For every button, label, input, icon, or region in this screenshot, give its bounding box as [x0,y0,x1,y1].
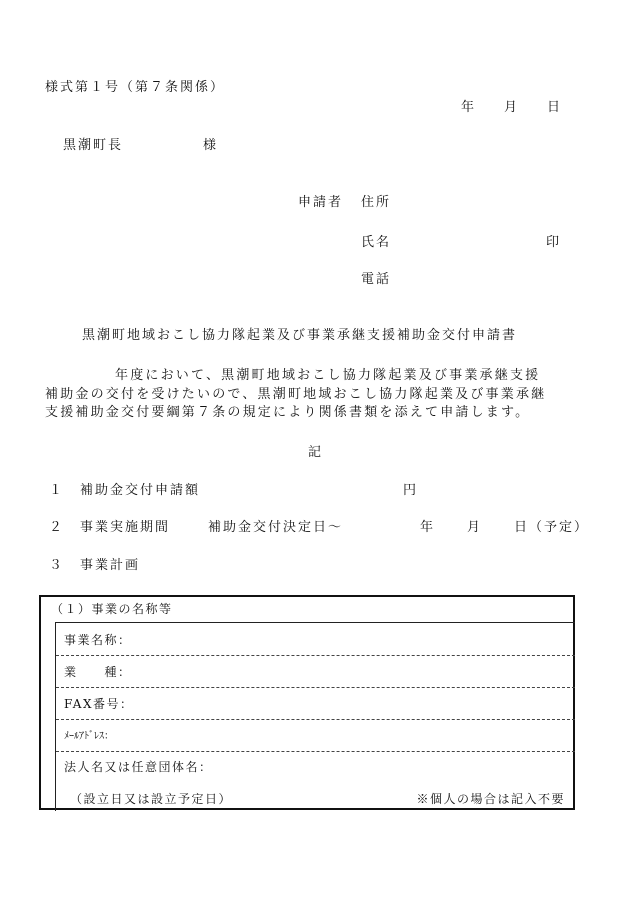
email-field[interactable] [56,719,575,752]
item-number: ２ [49,520,65,535]
addressee-honorific: 様 [203,138,219,153]
item-number: ３ [49,558,65,573]
field-label: 業 種： [64,665,132,679]
date-month: 月 [503,100,519,115]
phone-label: 電話 [361,272,392,287]
date-year: 年 [460,100,476,115]
establishment-date-label: （設立日又は設立予定日） [70,792,233,806]
item-label: 事業計画 [80,558,141,573]
applicant-label: 申請者 [298,195,344,210]
field-label: 事業名称： [64,633,132,647]
document-title: 黒潮町地域おこし協力隊起業及び事業承継支援補助金交付申請書 [82,328,518,343]
plan-box-title: （１）事業の名称等 [51,602,173,616]
name-label: 氏名 [361,235,392,250]
period-month: 月 [467,520,483,535]
address-label: 住所 [361,195,392,210]
addressee-name: 黒潮町長 [63,138,124,153]
period-day: 日（予定） [514,520,590,535]
individual-note: ※個人の場合は記入不要 [416,792,565,806]
date-day: 日 [546,100,562,115]
business-plan-box [39,595,575,810]
body-line: 支援補助金交付要綱第７条の規定により関係書類を添えて申請します。 [45,405,531,420]
plan-fields [55,622,575,811]
period-end-date [420,520,589,536]
yen-unit: 円 [403,483,419,498]
seal-mark: 印 [546,235,562,250]
form-label: 様式第１号（第７条関係） [45,80,226,95]
field-label: 法人名又は任意団体名： [64,760,213,774]
industry-field[interactable] [56,655,575,688]
body-line: 年度において、黒潮町地域おこし協力隊起業及び事業承継支援 [115,368,541,383]
addressee [63,138,218,154]
item-label: 補助金交付申請額 [80,483,201,498]
body-paragraph [45,367,585,423]
field-label: ﾒｰﾙｱﾄﾞﾚｽ： [64,731,114,742]
field-label: FAX番号： [64,697,134,711]
item-number: １ [49,483,65,498]
period-year: 年 [420,520,436,535]
business-name-field[interactable] [56,623,575,656]
ki-heading: 記 [308,445,324,460]
corporation-name-field[interactable] [56,751,575,811]
fax-field[interactable] [56,687,575,720]
period-start: 補助金交付決定日～ [208,520,344,535]
body-line: 補助金の交付を受けたいので、黒潮町地域おこし協力隊起業及び事業承継 [45,386,547,402]
date-line [433,100,562,116]
item-label: 事業実施期間 [80,520,171,535]
